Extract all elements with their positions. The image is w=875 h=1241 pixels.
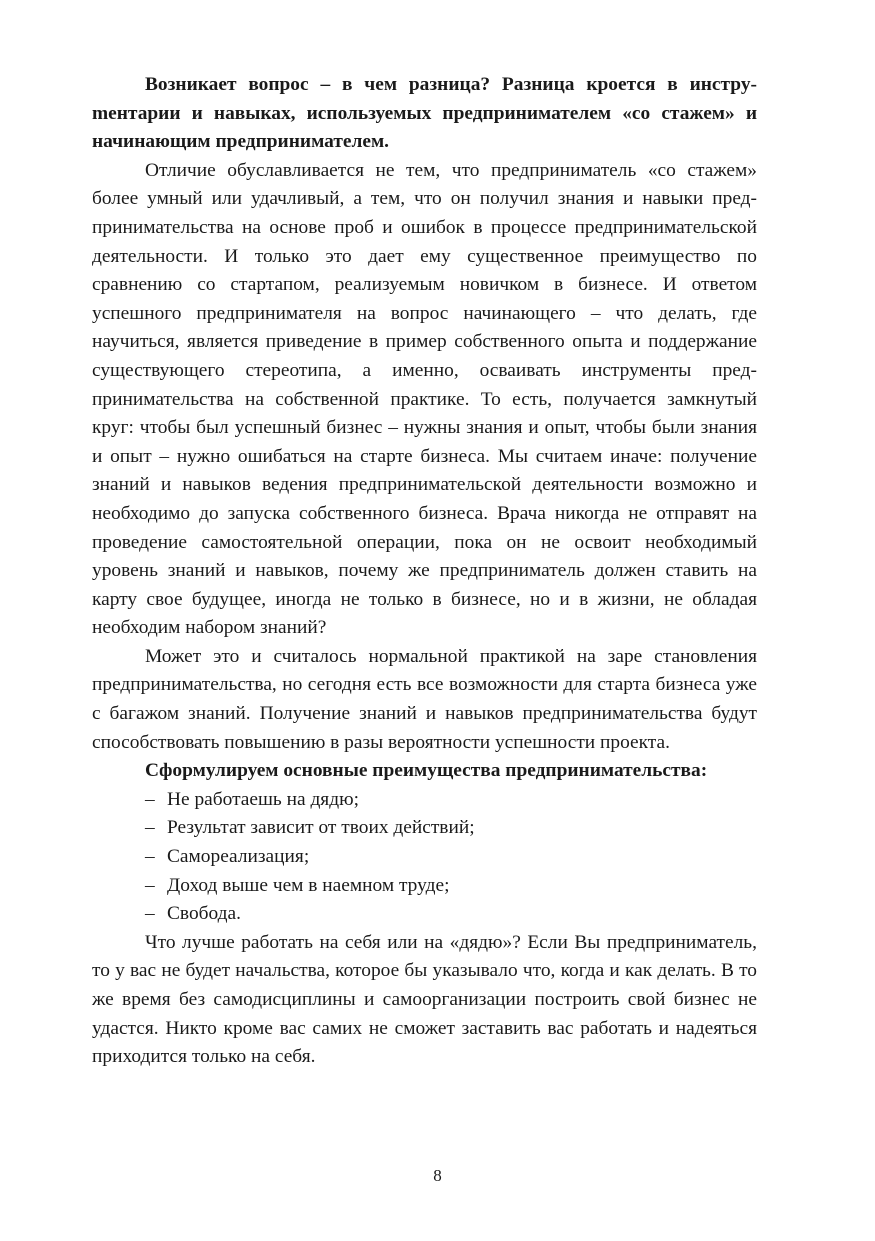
list-item <box>92 814 757 843</box>
list-item-text: Доход выше чем в наемном труде; <box>167 874 450 896</box>
list-item-text: Результат зависит от твоих действий; <box>167 817 475 839</box>
list-item-text: Свобода. <box>167 903 241 925</box>
body-paragraph-1: Отличие обуславливается не тем, что предприниматель «со стажем» более умный или удачливый, а тем, что он получил знания и навыки предпринимательства на основе проб и ошибок в процессе предпринимательской деятельности. И только это дает ему существенное преимущество по сравнению со стартапом, реализуемым новичком в бизнесе. И ответом успешного предпринимателя на вопрос начинающего – что делать, где научиться, является приведение в пример собственного опыта и поддержание существующего стереотипа, а именно, осваивать инструменты предпринимательства на собственной практике. То есть, получается замкнутый круг: чтобы был успешный бизнес – нужны знания и опыт, чтобы были знания и опыт – нужно ошибаться на старте бизнеса. Мы считаем иначе: получение знаний и навыков ведения предпринимательской деятельности возможно и необходимо до запуска собственного бизнеса. Врача никогда не отправят на проведение самостоятельной операции, пока он не освоит необходимый уровень знаний и навыков, почему же предприниматель должен ставить на карту свое будущее, иногда не только в бизнесе, но и в жизни, не обладая необходим набором знаний? <box>92 159 757 639</box>
page-number: 8 <box>433 1166 442 1185</box>
list-item <box>92 900 757 929</box>
list-item <box>92 786 757 815</box>
intro-paragraph: Возникает вопрос – в чем разница? Разница кроется в инструmентарии и навыках, используемых предпринимателем «со стажем» и начинающим предпринимателем. <box>92 74 757 153</box>
dash-bullet: – <box>145 874 155 896</box>
dash-bullet: – <box>145 788 155 810</box>
page-body <box>92 71 757 1072</box>
dash-bullet: – <box>145 817 155 839</box>
list-item-text: Самореализация; <box>167 846 310 868</box>
body-paragraph-2: Может это и считалось нормальной практикой на заре становления предпринимательства, но сегодня есть все возможности для старта бизнеса уже с багажом знаний. Получение знаний и навыков предпринимательства будут способствовать повышению в разы вероятности успешности проекта. <box>92 645 757 753</box>
advantages-list <box>92 786 757 929</box>
list-item <box>92 843 757 872</box>
advantages-heading: Сформулируем основные преимущества предпринимательства: <box>145 760 708 782</box>
list-item <box>92 872 757 901</box>
dash-bullet: – <box>145 846 155 868</box>
dash-bullet: – <box>145 903 155 925</box>
list-item-text: Не работаешь на дядю; <box>167 788 359 810</box>
body-paragraph-3: Что лучше работать на себя или на «дядю»? Если Вы предприниматель, то у вас не будет начальства, которое бы указывало что, когда и как делать. В то же время без самодисциплины и самоорганизации построить свой бизнес не удастся. Никто кроме вас самих не сможет заставить вас работать и надеяться приходится только на себя. <box>92 931 757 1068</box>
